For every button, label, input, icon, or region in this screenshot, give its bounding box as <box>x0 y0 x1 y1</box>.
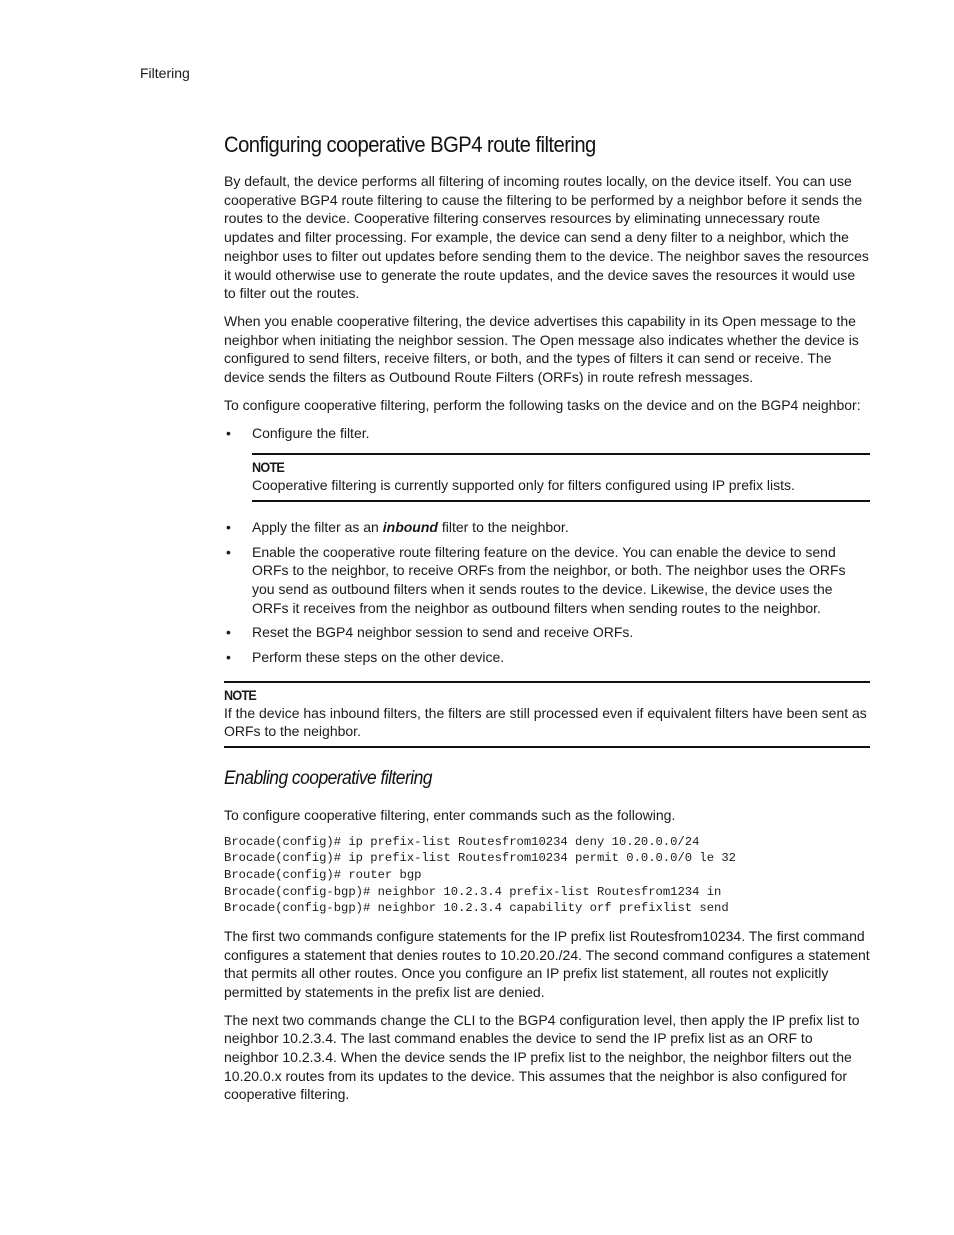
code-line: Brocade(config)# ip prefix-list Routesfrom10234 permit 0.0.0.0/0 le 32 <box>224 851 736 866</box>
list-item <box>224 424 870 443</box>
task-list-continued <box>224 518 870 667</box>
explanation-paragraph-2: The next two commands change the CLI to the BGP4 configuration level, then apply the IP prefix list to neighbor 10.2.3.4. The last command enables the device to send the IP prefix list as an ORF to neighbor 10.2.3.4. When the device sends the IP prefix list to the neighbor, the neighbor filters out the 10.20.0.x routes from its updates to the device. This assumes that the neighbor is also configured for cooperative filtering. <box>224 1011 860 1103</box>
bullet-icon: • <box>226 543 231 560</box>
list-item <box>224 648 870 667</box>
bullet-icon: • <box>226 649 231 666</box>
note-title: NOTE <box>252 459 285 476</box>
page-content <box>224 132 870 1113</box>
running-header: Filtering <box>140 65 190 81</box>
note-body: Cooperative filtering is currently supported only for filters configured using IP prefix lists. <box>252 477 795 494</box>
intro-paragraph-1: By default, the device performs all filtering of incoming routes locally, on the device itself. You can use cooperative BGP4 route filtering to cause the filtering to be performed by a neighbor before it sends the routes to the device. Cooperative filtering conserves resources by eliminating unnecessary route updates and filter processing. For example, the device can send a deny filter to a neighbor, which the neighbor uses to filter out updates before sending them to the device. The neighbor saves the resources it would otherwise use to generate the route updates, and the device saves the resources it would use to filter out the routes. <box>224 173 869 302</box>
subsection-lead: To configure cooperative filtering, enter commands such as the following. <box>224 807 676 824</box>
list-item <box>224 543 870 618</box>
list-item <box>224 623 870 642</box>
list-item <box>224 518 870 537</box>
note-title: NOTE <box>224 686 257 703</box>
list-item-prefix: Apply the filter as an <box>252 518 383 535</box>
list-item-text: Configure the filter. <box>252 425 370 442</box>
list-item-suffix: filter to the neighbor. <box>437 518 569 535</box>
list-item-text: Enable the cooperative route filtering feature on the device. You can enable the device to send ORFs to the neighbor, to receive ORFs from the neighbor, or both. The neighbor uses the ORFs you send as outbound filters when it sends routes to the device. Likewise, the device uses the ORFs it receives from the neighbor as outbound filters when sending routes to the neighbor. <box>252 543 846 616</box>
note-body: If the device has inbound filters, the filters are still processed even if equivalent filters have been sent as ORFs to the neighbor. <box>224 704 867 740</box>
code-line: Brocade(config-bgp)# neighbor 10.2.3.4 prefix-list Routesfrom1234 in <box>224 884 722 899</box>
intro-paragraph-2: When you enable cooperative filtering, the device advertises this capability in its Open message to the neighbor when initiating the neighbor session. The Open message also indicates whether the device is configured to send filters, receive filters, or both, and the types of filters it can send or receive. The device sends the filters as Outbound Route Filters (ORFs) in route refresh messages. <box>224 312 859 386</box>
note-box <box>252 453 870 502</box>
explanation-paragraph-1: The first two commands configure statements for the IP prefix list Routesfrom10234. The first command configures a statement that denies routes to 10.20.20./24. The second command configures a statement that permits all other routes. Once you configure an IP prefix list statement, all routes not explicitly permitted by statements in the prefix list are denied. <box>224 927 870 1000</box>
code-line: Brocade(config-bgp)# neighbor 10.2.3.4 capability orf prefixlist send <box>224 901 729 916</box>
list-item-text: Reset the BGP4 neighbor session to send and receive ORFs. <box>252 624 634 641</box>
subsection-title: Enabling cooperative filtering <box>224 768 432 790</box>
code-line: Brocade(config)# ip prefix-list Routesfrom10234 deny 10.20.0.0/24 <box>224 834 700 849</box>
section-title: Configuring cooperative BGP4 route filtering <box>224 132 596 157</box>
bullet-icon: • <box>226 425 231 442</box>
intro-paragraph-3: To configure cooperative filtering, perform the following tasks on the device and on the BGP4 neighbor: <box>224 396 861 413</box>
keyword-inbound: inbound <box>382 518 438 535</box>
bullet-icon: • <box>226 518 231 535</box>
note-box <box>224 681 870 748</box>
task-list <box>224 424 870 443</box>
list-item-text <box>252 519 569 535</box>
list-item-text: Perform these steps on the other device. <box>252 649 505 666</box>
code-block <box>224 834 870 917</box>
bullet-icon: • <box>226 624 231 641</box>
code-line: Brocade(config)# router bgp <box>224 868 422 883</box>
